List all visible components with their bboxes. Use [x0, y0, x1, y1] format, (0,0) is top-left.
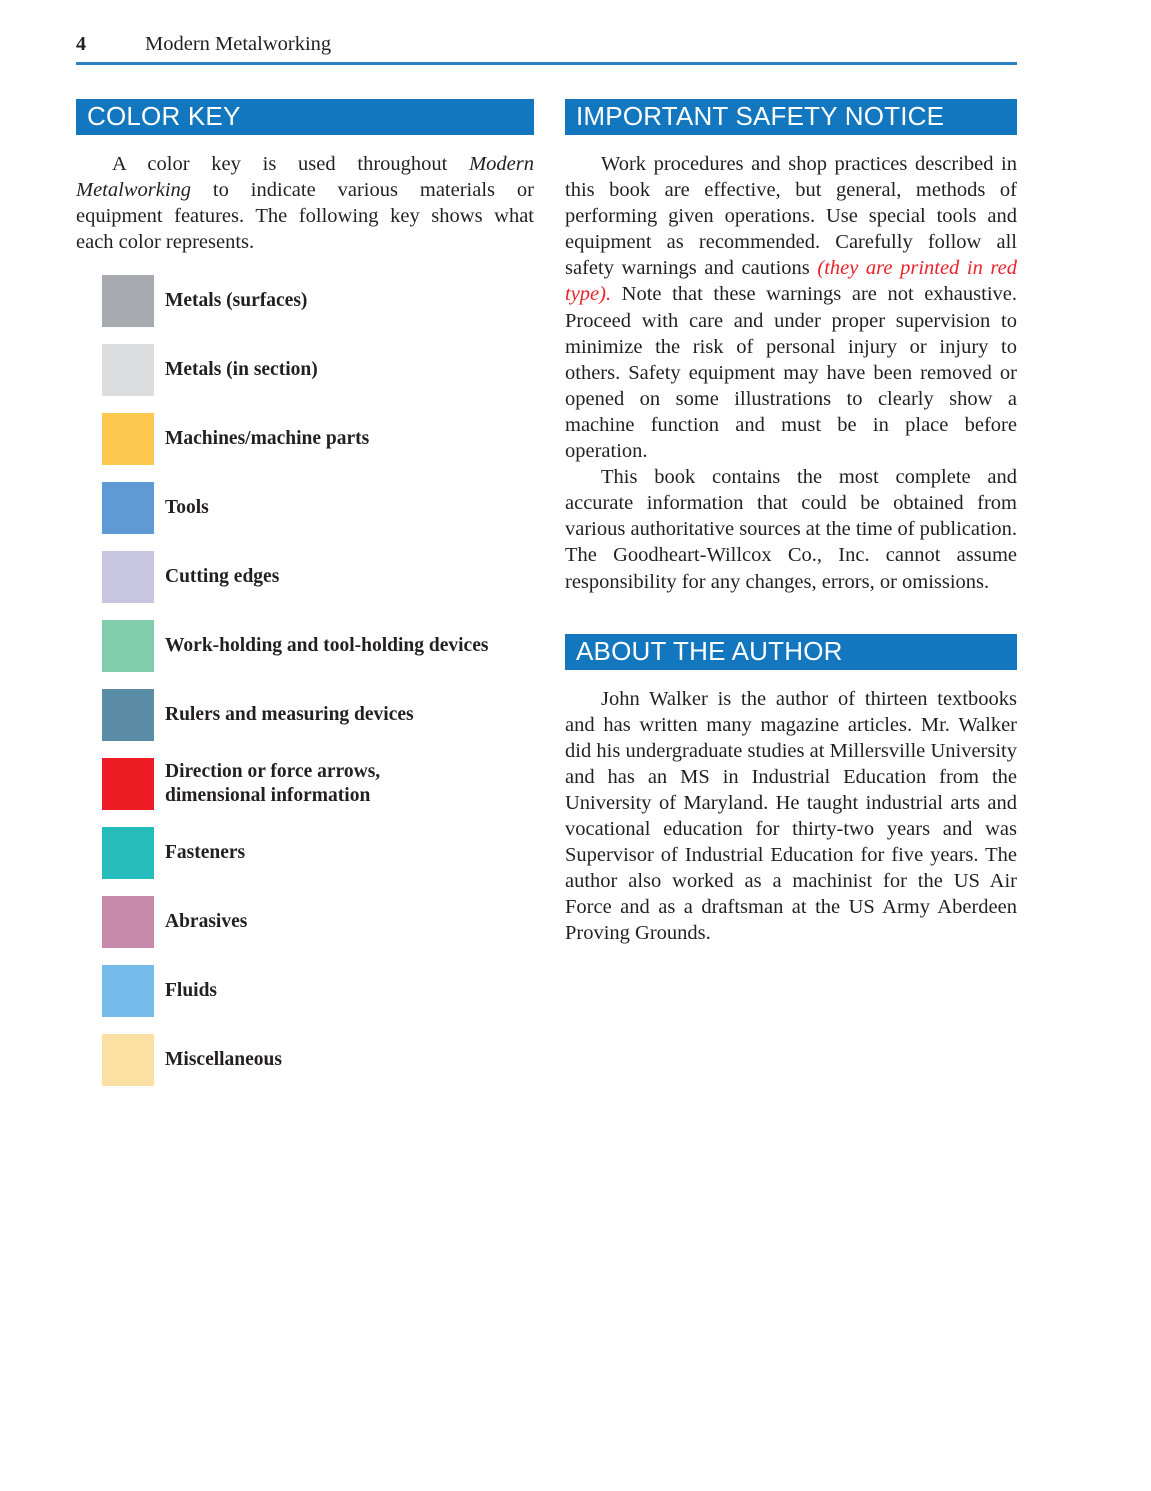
running-head: [76, 30, 1016, 64]
list-item: [102, 965, 542, 1034]
color-swatch-label: [165, 551, 540, 603]
list-item: [102, 344, 542, 413]
color-swatch-label: [165, 896, 540, 948]
author-paragraph-1: John Walker is the author of thirteen textbooks and has written many magazine articles. Mr. Walker did his undergraduate studies at Millersville University and has an MS in Industrial Education from the University of Maryland. He taught industrial arts and vocational education for thirty-two years and was Supervisor of Industrial Education for five years. The author also worked as a machinist for the US Air Force and as a draftsman at the US Army Aberdeen Proving Grounds.: [565, 687, 1017, 945]
color-swatch-label: [165, 827, 540, 879]
color-swatch: [102, 482, 154, 534]
label-line-1: Rulers and measuring devices: [165, 704, 414, 725]
label-line-1: Fasteners: [165, 842, 246, 863]
section-heading-safety-notice: IMPORTANT SAFETY NOTICE: [565, 99, 1017, 135]
list-item: [102, 620, 542, 689]
color-swatch-label: [165, 965, 540, 1017]
list-item: [102, 551, 542, 620]
label-line-1: Direction or force arrows,: [165, 761, 381, 782]
list-item: [102, 896, 542, 965]
about-author-block: [565, 634, 1017, 947]
right-column: [565, 99, 1017, 947]
list-item: [102, 482, 542, 551]
intro-lead: A color key is used throughout: [112, 153, 470, 175]
safety-red-type-note: (they are printed in red type).: [565, 257, 1017, 306]
section-heading-about-author: ABOUT THE AUTHOR: [565, 634, 1017, 670]
list-item: [102, 689, 542, 758]
label-line-1: Miscellaneous: [165, 1049, 282, 1070]
list-item: [102, 758, 542, 827]
label-line-1: Abrasives: [165, 911, 248, 932]
color-swatch: [102, 965, 154, 1017]
color-swatch-label: [165, 482, 540, 534]
color-swatch: [102, 620, 154, 672]
label-line-1: Cutting edges: [165, 566, 280, 587]
header-rule: [76, 62, 1017, 65]
safety-paragraph-2: This book contains the most complete and accurate information that could be obtained from various authoritative sources at the time of publication. The Goodheart-Willcox Co., Inc. cannot assume responsibility for any changes, errors, or omissions.: [565, 466, 1018, 593]
label-line-2: dimensional information: [165, 785, 371, 806]
label-line-1: Metals (in section): [165, 359, 318, 380]
label-line-1: Work-holding and tool-holding devices: [165, 635, 489, 656]
list-item: [102, 275, 542, 344]
safety-paragraph-1: [565, 151, 1017, 464]
color-swatch-label: [165, 413, 540, 465]
safety-text-before-red: Work procedures and shop practices described in this book are effective, but general, methods of performing given operations. Use special tools and equipment as recommended. Carefully follow all safety warnings and cautions: [565, 153, 1017, 280]
color-swatch: [102, 689, 154, 741]
color-swatch: [102, 827, 154, 879]
color-swatch-label: [165, 275, 540, 327]
color-swatch: [102, 344, 154, 396]
section-heading-color-key: COLOR KEY: [76, 99, 534, 135]
color-swatch: [102, 413, 154, 465]
color-swatch: [102, 1034, 154, 1086]
color-swatch: [102, 896, 154, 948]
color-swatch: [102, 758, 154, 810]
label-line-1: Tools: [165, 497, 209, 518]
list-item: [102, 1034, 542, 1103]
label-line-1: Metals (surfaces): [165, 290, 308, 311]
color-key-intro-paragraph: [76, 151, 534, 255]
list-item: [102, 413, 542, 482]
color-swatch: [102, 551, 154, 603]
safety-text-after-red: Note that these warnings are not exhaustive. Proceed with care and under proper supervision to minimize the risk of personal injury or injury to others. Safety equipment may have been removed or opened on some illustrations to clearly show a machine function and must be in place before operation.: [565, 283, 1017, 463]
book-title: Modern Metalworking: [145, 33, 332, 55]
color-swatch-label: [165, 620, 540, 672]
list-item: [102, 827, 542, 896]
color-swatch-label: [165, 344, 540, 396]
label-line-1: Machines/machine parts: [165, 428, 370, 449]
intro-italic-title: Modern Metalworking: [76, 153, 534, 202]
color-key-list: [102, 275, 542, 1103]
page-number: 4: [76, 33, 86, 55]
label-line-1: Fluids: [165, 980, 218, 1001]
color-swatch-label: [165, 689, 540, 741]
intro-tail: to indicate various materials or equipment features. The following key shows what each color represents.: [76, 179, 534, 254]
color-swatch-label: [165, 1034, 540, 1086]
color-swatch-label: [165, 758, 540, 810]
color-swatch: [102, 275, 154, 327]
left-column: [76, 99, 534, 255]
